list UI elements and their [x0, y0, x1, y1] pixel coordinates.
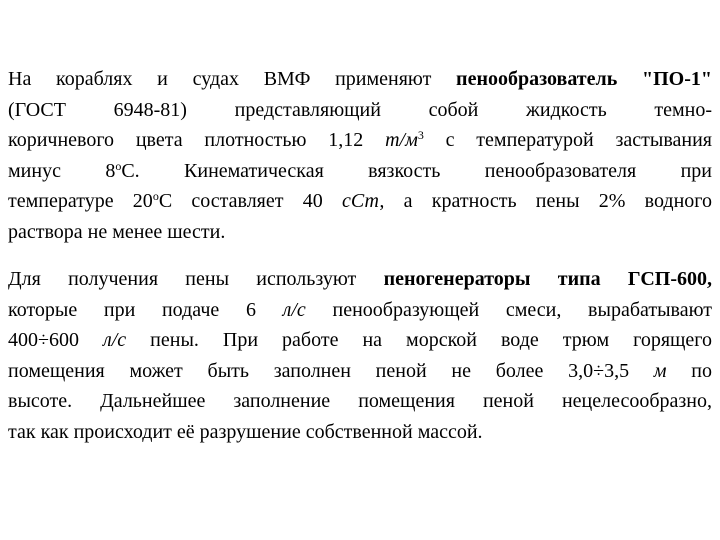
- paragraph-foam-agent: [8, 64, 712, 247]
- superscript: 3: [417, 128, 424, 142]
- text-line: раствора не менее шести.: [8, 220, 226, 243]
- degree-mark: о: [152, 189, 159, 203]
- degree-mark: о: [115, 158, 122, 173]
- unit-text: л/с: [103, 329, 127, 351]
- unit-text: сСт,: [341, 190, 385, 212]
- text-line: температуре $20^оС$ составляет 40 сСт, а кратность пены 2% водного: [8, 189, 712, 212]
- paragraph-foam-generators: [8, 264, 712, 447]
- text-line: которые при подаче 6 л/с пенообразующей смеси, вырабатывают: [8, 298, 713, 321]
- text-line: Для получения пены используют пеногенераторы типа ГСП-600,: [8, 268, 712, 290]
- bold-term: пенообразователь "ПО-1": [456, 68, 712, 90]
- text-line: минус $8^оС$. Кинематическая вязкость пенообразователя при: [8, 158, 712, 182]
- text-line: коричневого цвета плотностью 1,12 $т/м^3$ с температурой застывания: [8, 128, 712, 151]
- text-line: (ГОСТ 6948-81) представляющий собой жидкость темно-: [8, 98, 712, 121]
- text-line: 400÷600 л/с пены. При работе на морской воде трюм горящего: [8, 329, 713, 351]
- text-line: высоте. Дальнейшее заполнение помещения пеной нецелесообразно,: [8, 390, 712, 412]
- unit-text: м: [653, 359, 667, 382]
- unit-text: т/м: [385, 129, 418, 151]
- unit-text: л/с: [282, 298, 306, 321]
- text-line: так как происходит её разрушение собственной массой.: [8, 420, 483, 443]
- text-line: помещения может быть заполнен пеной не более 3,0÷3,5 м по: [8, 359, 712, 382]
- bold-term: пеногенераторы типа ГСП-600,: [383, 268, 712, 290]
- text-line: На кораблях и судах ВМФ применяют пенообразователь "ПО-1": [8, 68, 712, 90]
